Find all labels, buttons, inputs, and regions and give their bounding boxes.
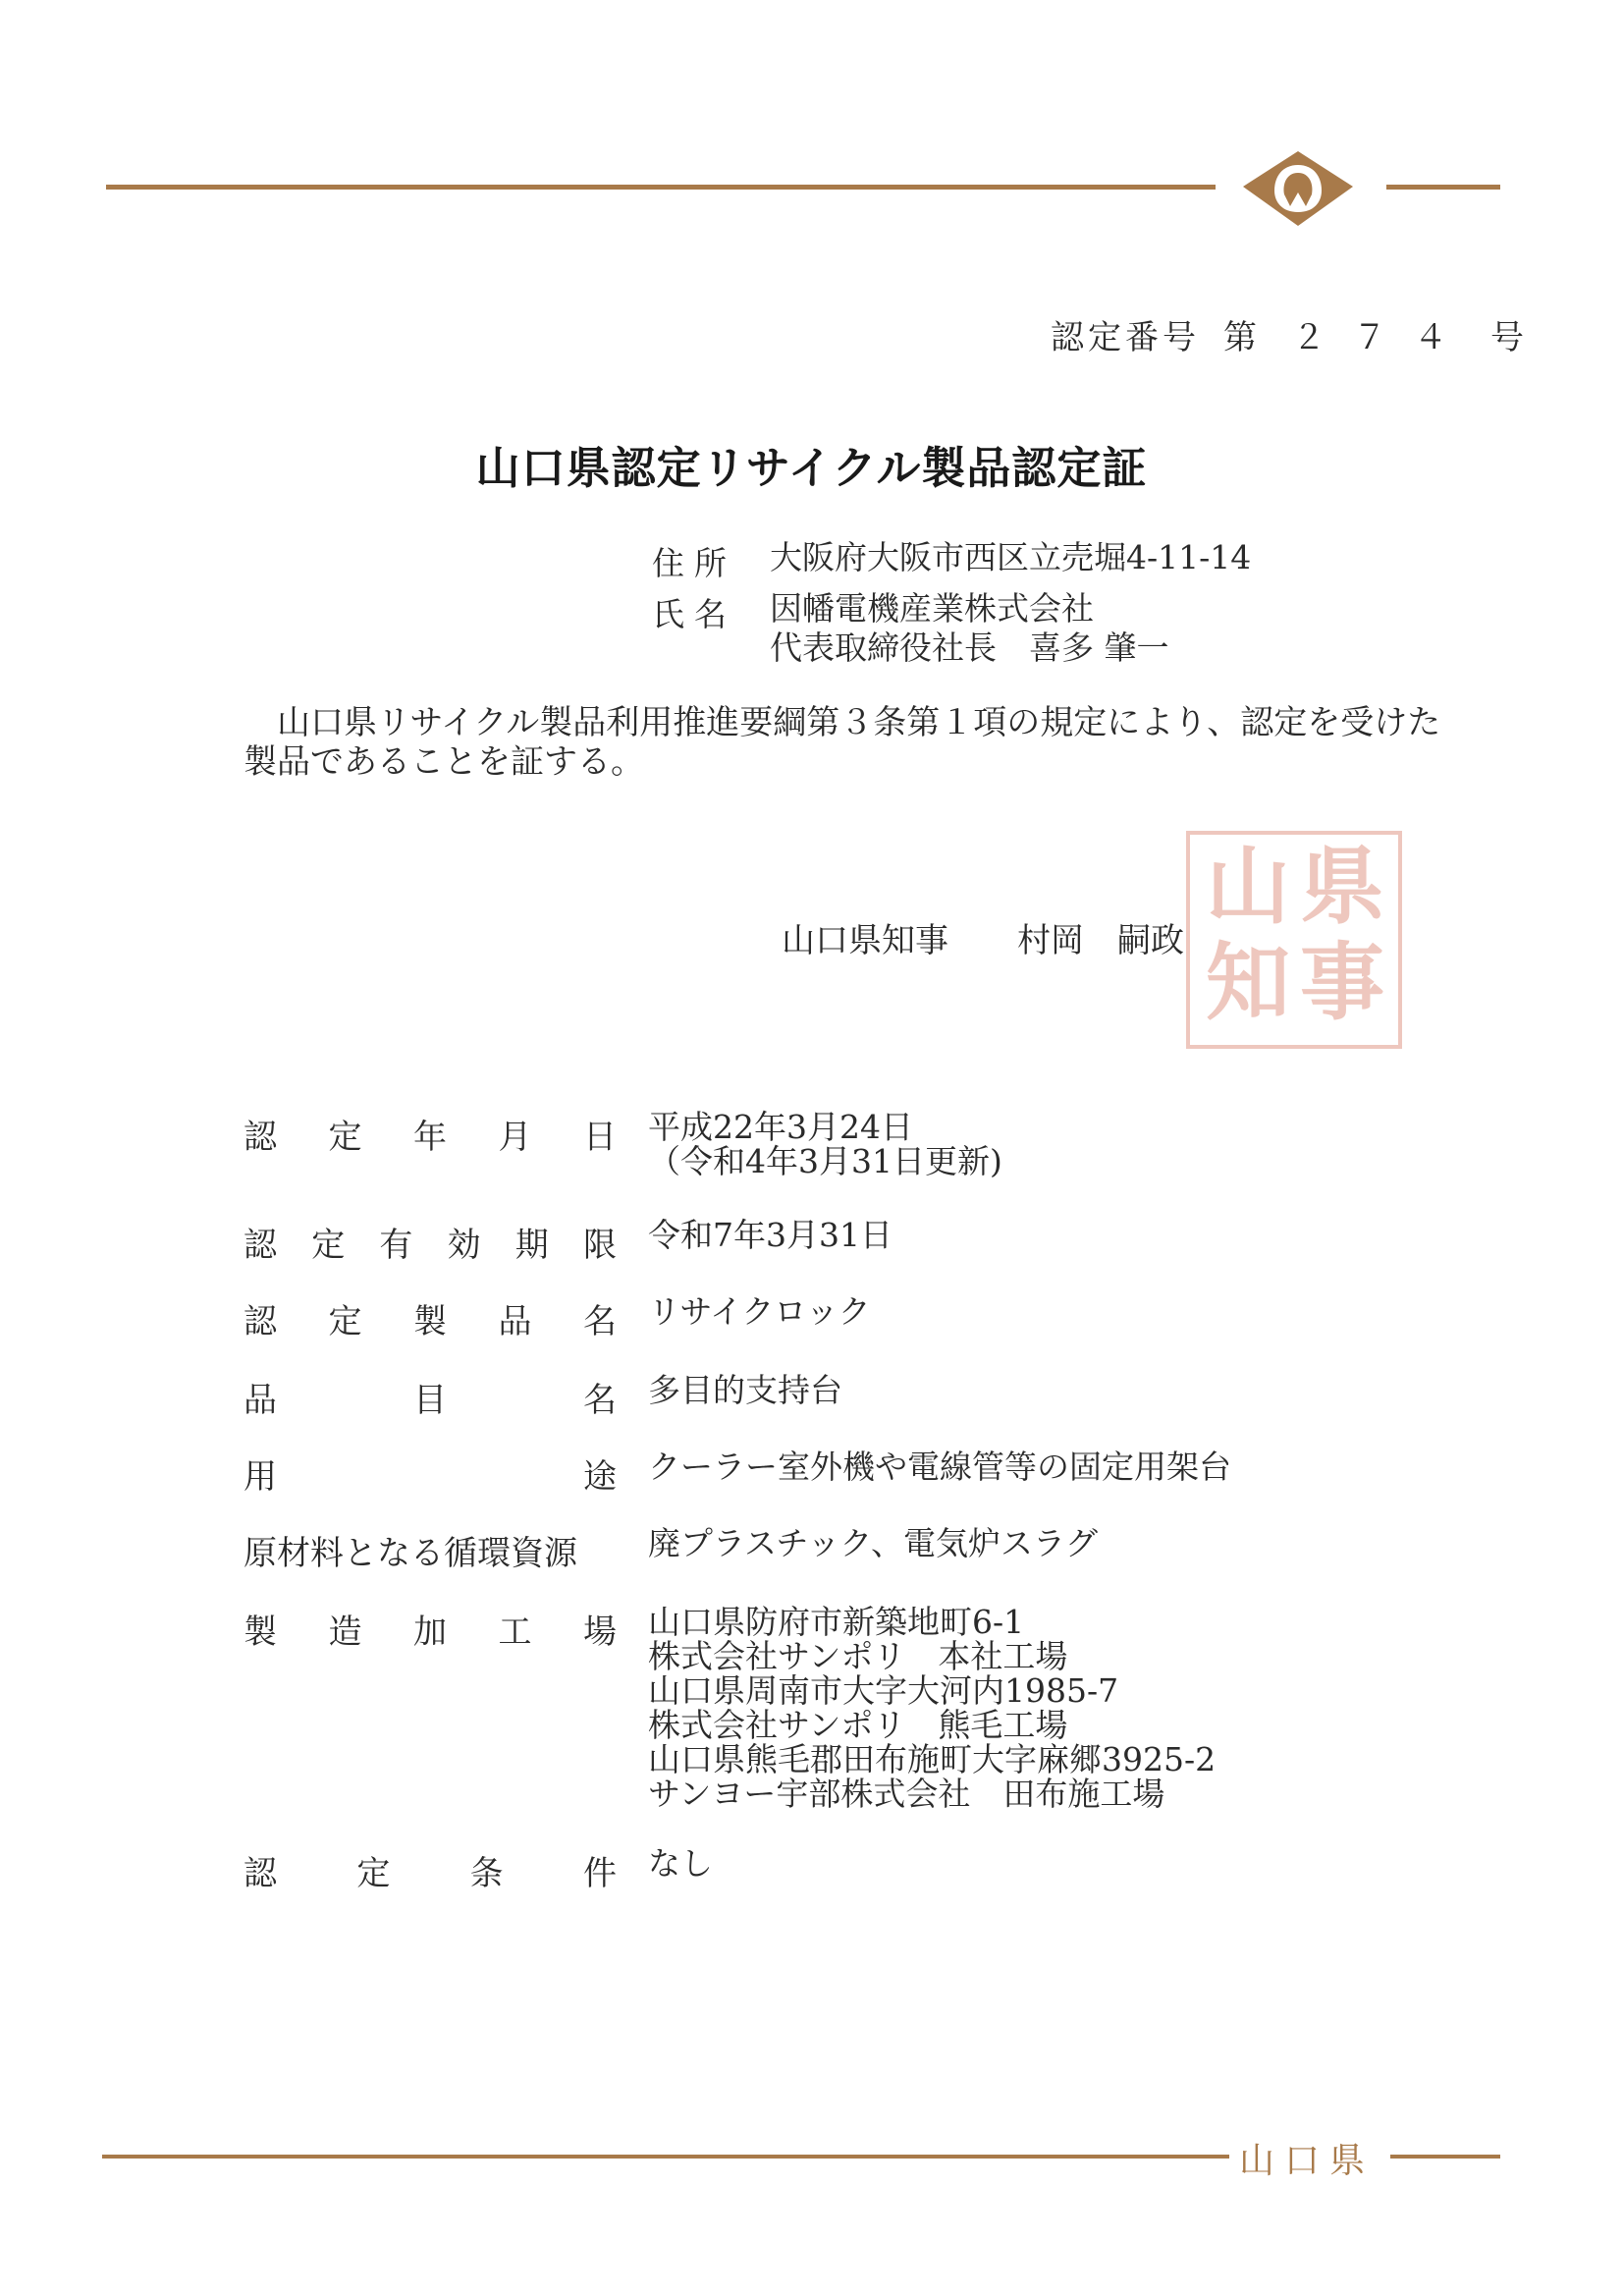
detail-label-char: 名	[583, 1302, 617, 1341]
cert-number-dai: 第	[1223, 318, 1261, 357]
detail-value: 株式会社サンポリ 本社工場	[648, 1637, 1068, 1675]
detail-label-char: 認	[243, 1854, 277, 1893]
detail-label	[243, 1373, 617, 1421]
detail-label-char: 原材料となる循環資源	[243, 1534, 577, 1573]
detail-label-char: 期	[514, 1226, 549, 1265]
representative-name: 代表取締役社長 喜多 肇一	[770, 629, 1169, 667]
detail-label-char: 途	[583, 1457, 617, 1497]
cert-number-value: ２７４	[1292, 318, 1475, 357]
detail-label-char: 効	[447, 1226, 481, 1265]
detail-label-char: 名	[583, 1381, 617, 1420]
address-value: 大阪府大阪市西区立売堀4-11-14	[770, 538, 1252, 576]
detail-label	[243, 1846, 617, 1894]
detail-label	[243, 1294, 617, 1342]
seal-char: 山	[1206, 837, 1290, 936]
detail-value: 令和7年3月31日	[648, 1216, 893, 1254]
company-name: 因幡電機産業株式会社	[770, 589, 1094, 628]
detail-value: 株式会社サンポリ 熊毛工場	[648, 1706, 1068, 1744]
cert-number-go: 号	[1490, 318, 1528, 357]
detail-label-char: 目	[413, 1381, 447, 1420]
issuer-name: 村岡 嗣政	[1017, 921, 1184, 960]
certification-statement: 山口県リサイクル製品利用推進要綱第３条第１項の規定により、認定を受けた製品であることを証する。	[243, 703, 1441, 782]
detail-label	[243, 1526, 617, 1574]
detail-label-char: 定	[356, 1854, 391, 1893]
detail-value: サンヨー宇部株式会社 田布施工場	[648, 1775, 1165, 1813]
yamaguchi-prefecture-emblem-icon	[1239, 147, 1357, 230]
detail-label-char: 品	[243, 1381, 277, 1420]
cert-number-prefix: 認定番号	[1051, 318, 1200, 357]
detail-label-char: 造	[328, 1613, 362, 1652]
issuer-title: 山口県知事	[782, 921, 948, 960]
detail-label-char: 品	[498, 1302, 532, 1341]
detail-label	[243, 1449, 617, 1498]
detail-value: 廃プラスチック、電気炉スラグ	[648, 1524, 1099, 1562]
detail-label-char: 有	[379, 1226, 413, 1265]
detail-value: なし	[648, 1844, 713, 1883]
detail-value: 平成22年3月24日	[648, 1108, 913, 1146]
detail-label-char: 認	[243, 1302, 277, 1341]
footer-rule-right	[1390, 2155, 1500, 2159]
detail-label-char: 認	[243, 1118, 277, 1157]
detail-label-char: 製	[243, 1613, 277, 1652]
name-label: 氏名	[652, 595, 736, 633]
detail-label-char: 認	[243, 1226, 277, 1265]
detail-label-char: 年	[413, 1118, 447, 1157]
detail-label-char: 限	[582, 1226, 617, 1265]
detail-value: 山口県周南市大字大河内1985-7	[648, 1671, 1119, 1710]
address-label: 住所	[652, 544, 736, 582]
detail-label-char: 工	[498, 1613, 532, 1652]
detail-label-char: 件	[582, 1854, 617, 1893]
certificate-number	[1051, 310, 1528, 358]
detail-label-char: 定	[328, 1118, 362, 1157]
issuer	[782, 913, 1184, 961]
detail-label-char: 月	[498, 1118, 532, 1157]
detail-label	[243, 1110, 617, 1158]
detail-label	[243, 1218, 617, 1266]
official-seal-icon	[1186, 831, 1402, 1049]
detail-label-char: 条	[469, 1854, 504, 1893]
detail-label-char: 場	[583, 1613, 617, 1652]
detail-value: クーラー室外機や電線管等の固定用架台	[648, 1448, 1231, 1486]
detail-value: 山口県熊毛郡田布施町大字麻郷3925-2	[648, 1740, 1217, 1778]
detail-label-char: 定	[311, 1226, 346, 1265]
footer-rule-left	[102, 2155, 1229, 2159]
detail-value: リサイクロック	[648, 1292, 871, 1331]
detail-label-char: 日	[583, 1118, 617, 1157]
detail-label	[243, 1605, 617, 1653]
seal-char: 事	[1300, 933, 1384, 1032]
page-title: 山口県認定リサイクル製品認定証	[475, 442, 1148, 494]
header-rule-left	[106, 185, 1216, 190]
seal-char: 知	[1206, 933, 1290, 1032]
detail-value: （令和4年3月31日更新)	[648, 1142, 1002, 1180]
header-rule-right	[1386, 185, 1500, 190]
detail-label-char: 定	[328, 1302, 362, 1341]
footer-prefecture: 山口県	[1239, 2141, 1376, 2181]
detail-label-char: 製	[413, 1302, 447, 1341]
detail-value: 多目的支持台	[648, 1371, 842, 1409]
detail-value: 山口県防府市新築地町6-1	[648, 1603, 1025, 1641]
detail-label-char: 用	[243, 1457, 277, 1497]
detail-label-char: 加	[413, 1613, 447, 1652]
seal-char: 県	[1300, 837, 1384, 936]
